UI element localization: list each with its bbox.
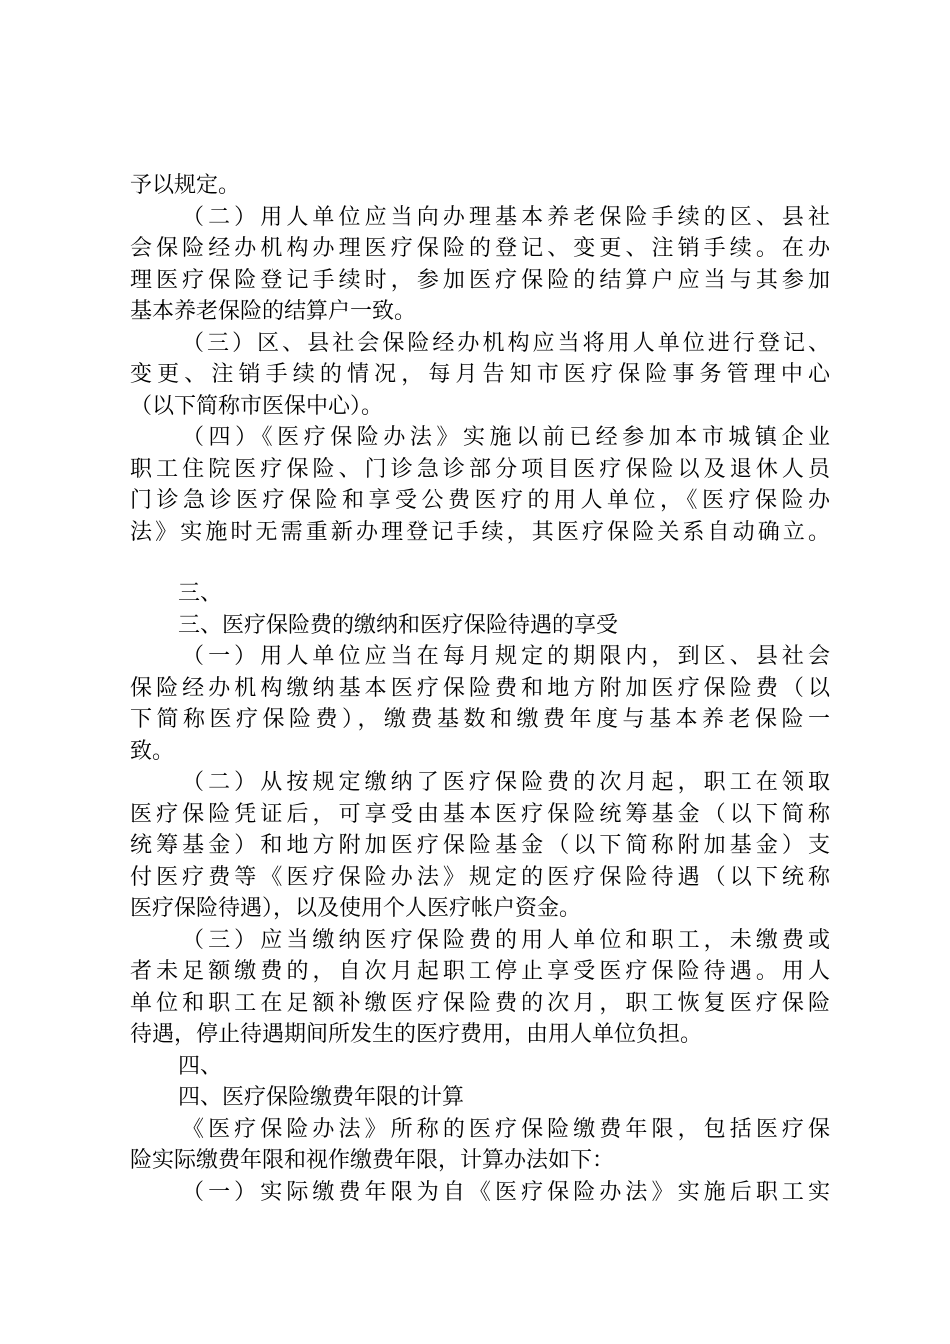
text-line: 法》实施时无需重新办理登记手续，其医疗保险关系自动确立。 <box>130 519 830 545</box>
text-line: 付医疗费等《医疗保险办法》规定的医疗保险待遇（以下统称 <box>130 864 830 890</box>
paragraph-start: （一）用人单位应当在每月规定的期限内，到区、县社会 <box>182 644 830 669</box>
text-line: 予以规定。 <box>130 173 241 198</box>
paragraph-start: 《医疗保险办法》所称的医疗保险缴费年限，包括医疗保 <box>182 1116 830 1142</box>
text-line: 险实际缴费年限和视作缴费年限，计算办法如下： <box>130 1148 615 1173</box>
text-line: （以下简称市医保中心）。 <box>130 393 384 419</box>
text-line: 职工住院医疗保险、门诊急诊部分项目医疗保险以及退休人员 <box>130 456 830 482</box>
text-line: 者未足额缴费的，自次月起职工停止享受医疗保险待遇。用人 <box>130 959 830 984</box>
text-line: 医疗保险待遇），以及使用个人医疗帐户资金。 <box>130 896 582 921</box>
paragraph-start: （二）从按规定缴纳了医疗保险费的次月起，职工在领取 <box>182 770 830 795</box>
blank-gap <box>130 548 830 578</box>
text-line: 基本养老保险的结算户一致。 <box>130 299 417 324</box>
text-line: 保险经办机构缴纳基本医疗保险费和地方附加医疗保险费（以 <box>130 675 830 701</box>
text-line: 理医疗保险登记手续时，参加医疗保险的结算户应当与其参加 <box>130 267 830 293</box>
text-line: 会保险经办机构办理医疗保险的登记、变更、注销手续。在办 <box>130 236 830 261</box>
paragraph-3-start: （三）区、县社会保险经办机构应当将用人单位进行登记、 <box>182 330 830 356</box>
text-line: 下简称医疗保险费），缴费基数和缴费年度与基本养老保险一 <box>130 707 830 732</box>
paragraph-start: （三）应当缴纳医疗保险费的用人单位和职工，未缴费或 <box>182 927 830 953</box>
text-line: 待遇，停止待遇期间所发生的医疗费用，由用人单位负担。 <box>130 1022 703 1047</box>
text-line: 统筹基金）和地方附加医疗保险基金（以下简称附加基金）支 <box>130 833 830 858</box>
text-line: 致。 <box>130 738 175 764</box>
section-heading: 三、医疗保险费的缴纳和医疗保险待遇的享受 <box>178 612 619 638</box>
paragraph-start: （一）实际缴费年限为自《医疗保险办法》实施后职工实 <box>182 1179 830 1205</box>
text-line: 医疗保险凭证后，可享受由基本医疗保险统筹基金（以下简称 <box>130 801 830 827</box>
paragraph-4-start: （四）《医疗保险办法》实施以前已经参加本市城镇企业 <box>182 425 830 450</box>
section-number: 三、 <box>178 581 223 606</box>
text-line: 门诊急诊医疗保险和享受公费医疗的用人单位，《医疗保险办 <box>130 488 830 513</box>
section-heading: 四、医疗保险缴费年限的计算 <box>178 1085 465 1110</box>
paragraph-2-start: （二）用人单位应当向办理基本养老保险手续的区、县社 <box>182 204 830 230</box>
section-number: 四、 <box>178 1053 223 1079</box>
text-line: 单位和职工在足额补缴医疗保险费的次月，职工恢复医疗保险 <box>130 990 830 1016</box>
document-body <box>130 170 830 1208</box>
text-line: 变更、注销手续的情况，每月告知市医疗保险事务管理中心 <box>130 362 830 387</box>
